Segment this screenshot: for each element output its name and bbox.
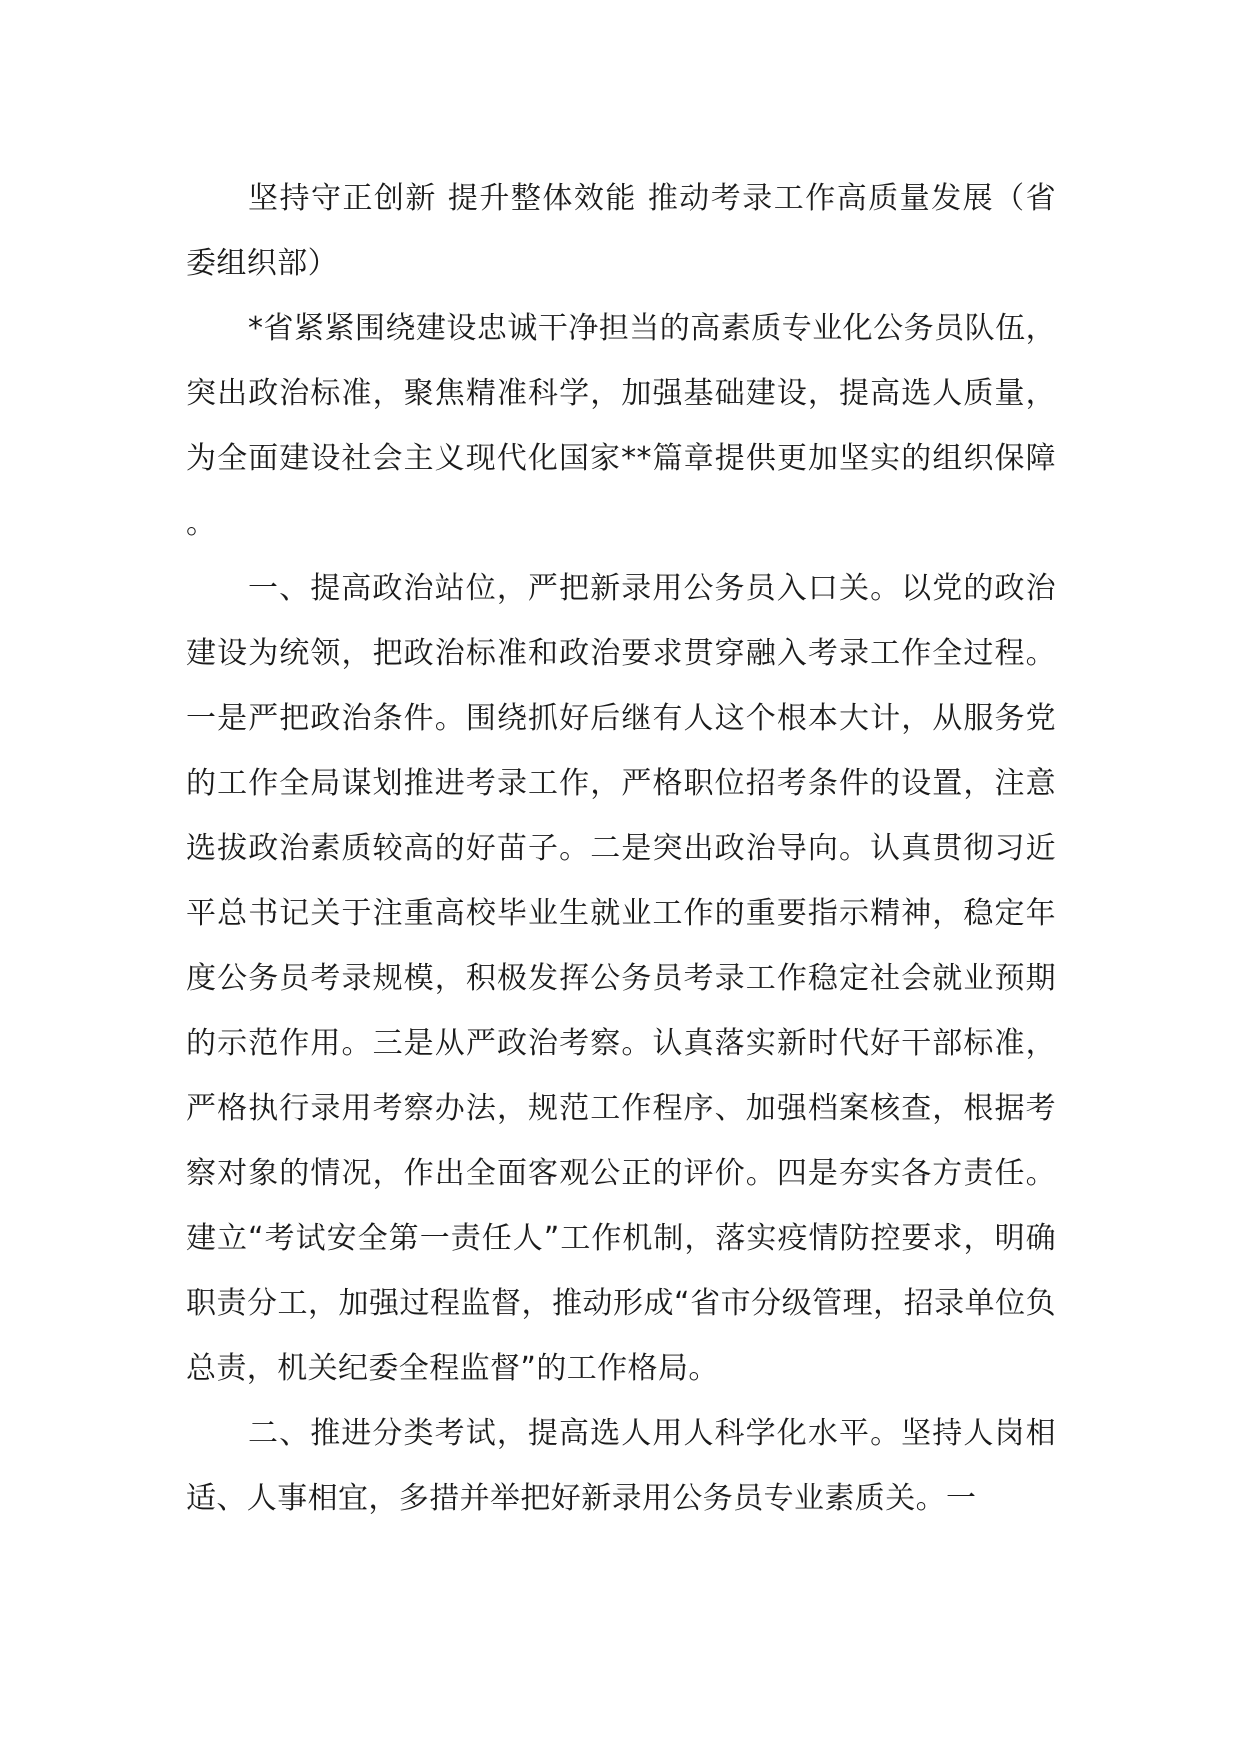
paragraph-intro: *省紧紧围绕建设忠诚干净担当的高素质专业化公务员队伍，突出政治标准，聚焦精准科学，加强基础建设，提高选人质量，为全面建设社会主义现代化国家**篇章提供更加坚实的组织保障。: [186, 311, 1056, 541]
document-title: 坚持守正创新 提升整体效能 推动考录工作高质量发展（省委组织部）: [186, 181, 1056, 281]
paragraph-section-one: 一、提高政治站位，严把新录用公务员入口关。以党的政治建设为统领，把政治标准和政治要求贯穿融入考录工作全过程。一是严把政治条件。围绕抓好后继有人这个根本大计，从服务党的工作全局谋划推进考录工作，严格职位招考条件的设置，注意选拔政治素质较高的好苗子。二是突出政治导向。认真贯彻习近平总书记关于注重高校毕业生就业工作的重要指示精神，稳定年度公务员考录规模，积极发挥公务员考录工作稳定社会就业预期的示范作用。三是从严政治考察。认真落实新时代好干部标准，严格执行录用考察办法，规范工作程序、加强档案核查，根据考察对象的情况，作出全面客观公正的评价。四是夯实各方责任。建立“考试安全第一责任人”工作机制，落实疫情防控要求，明确职责分工，加强过程监督，推动形成“省市分级管理，招录单位负总责，机关纪委全程监督”的工作格局。: [186, 571, 1056, 1386]
paragraph-section-two: 二、推进分类考试，提高选人用人科学化水平。坚持人岗相适、人事相宜，多措并举把好新录用公务员专业素质关。一: [186, 1416, 1056, 1516]
document-body: [186, 166, 1056, 1531]
